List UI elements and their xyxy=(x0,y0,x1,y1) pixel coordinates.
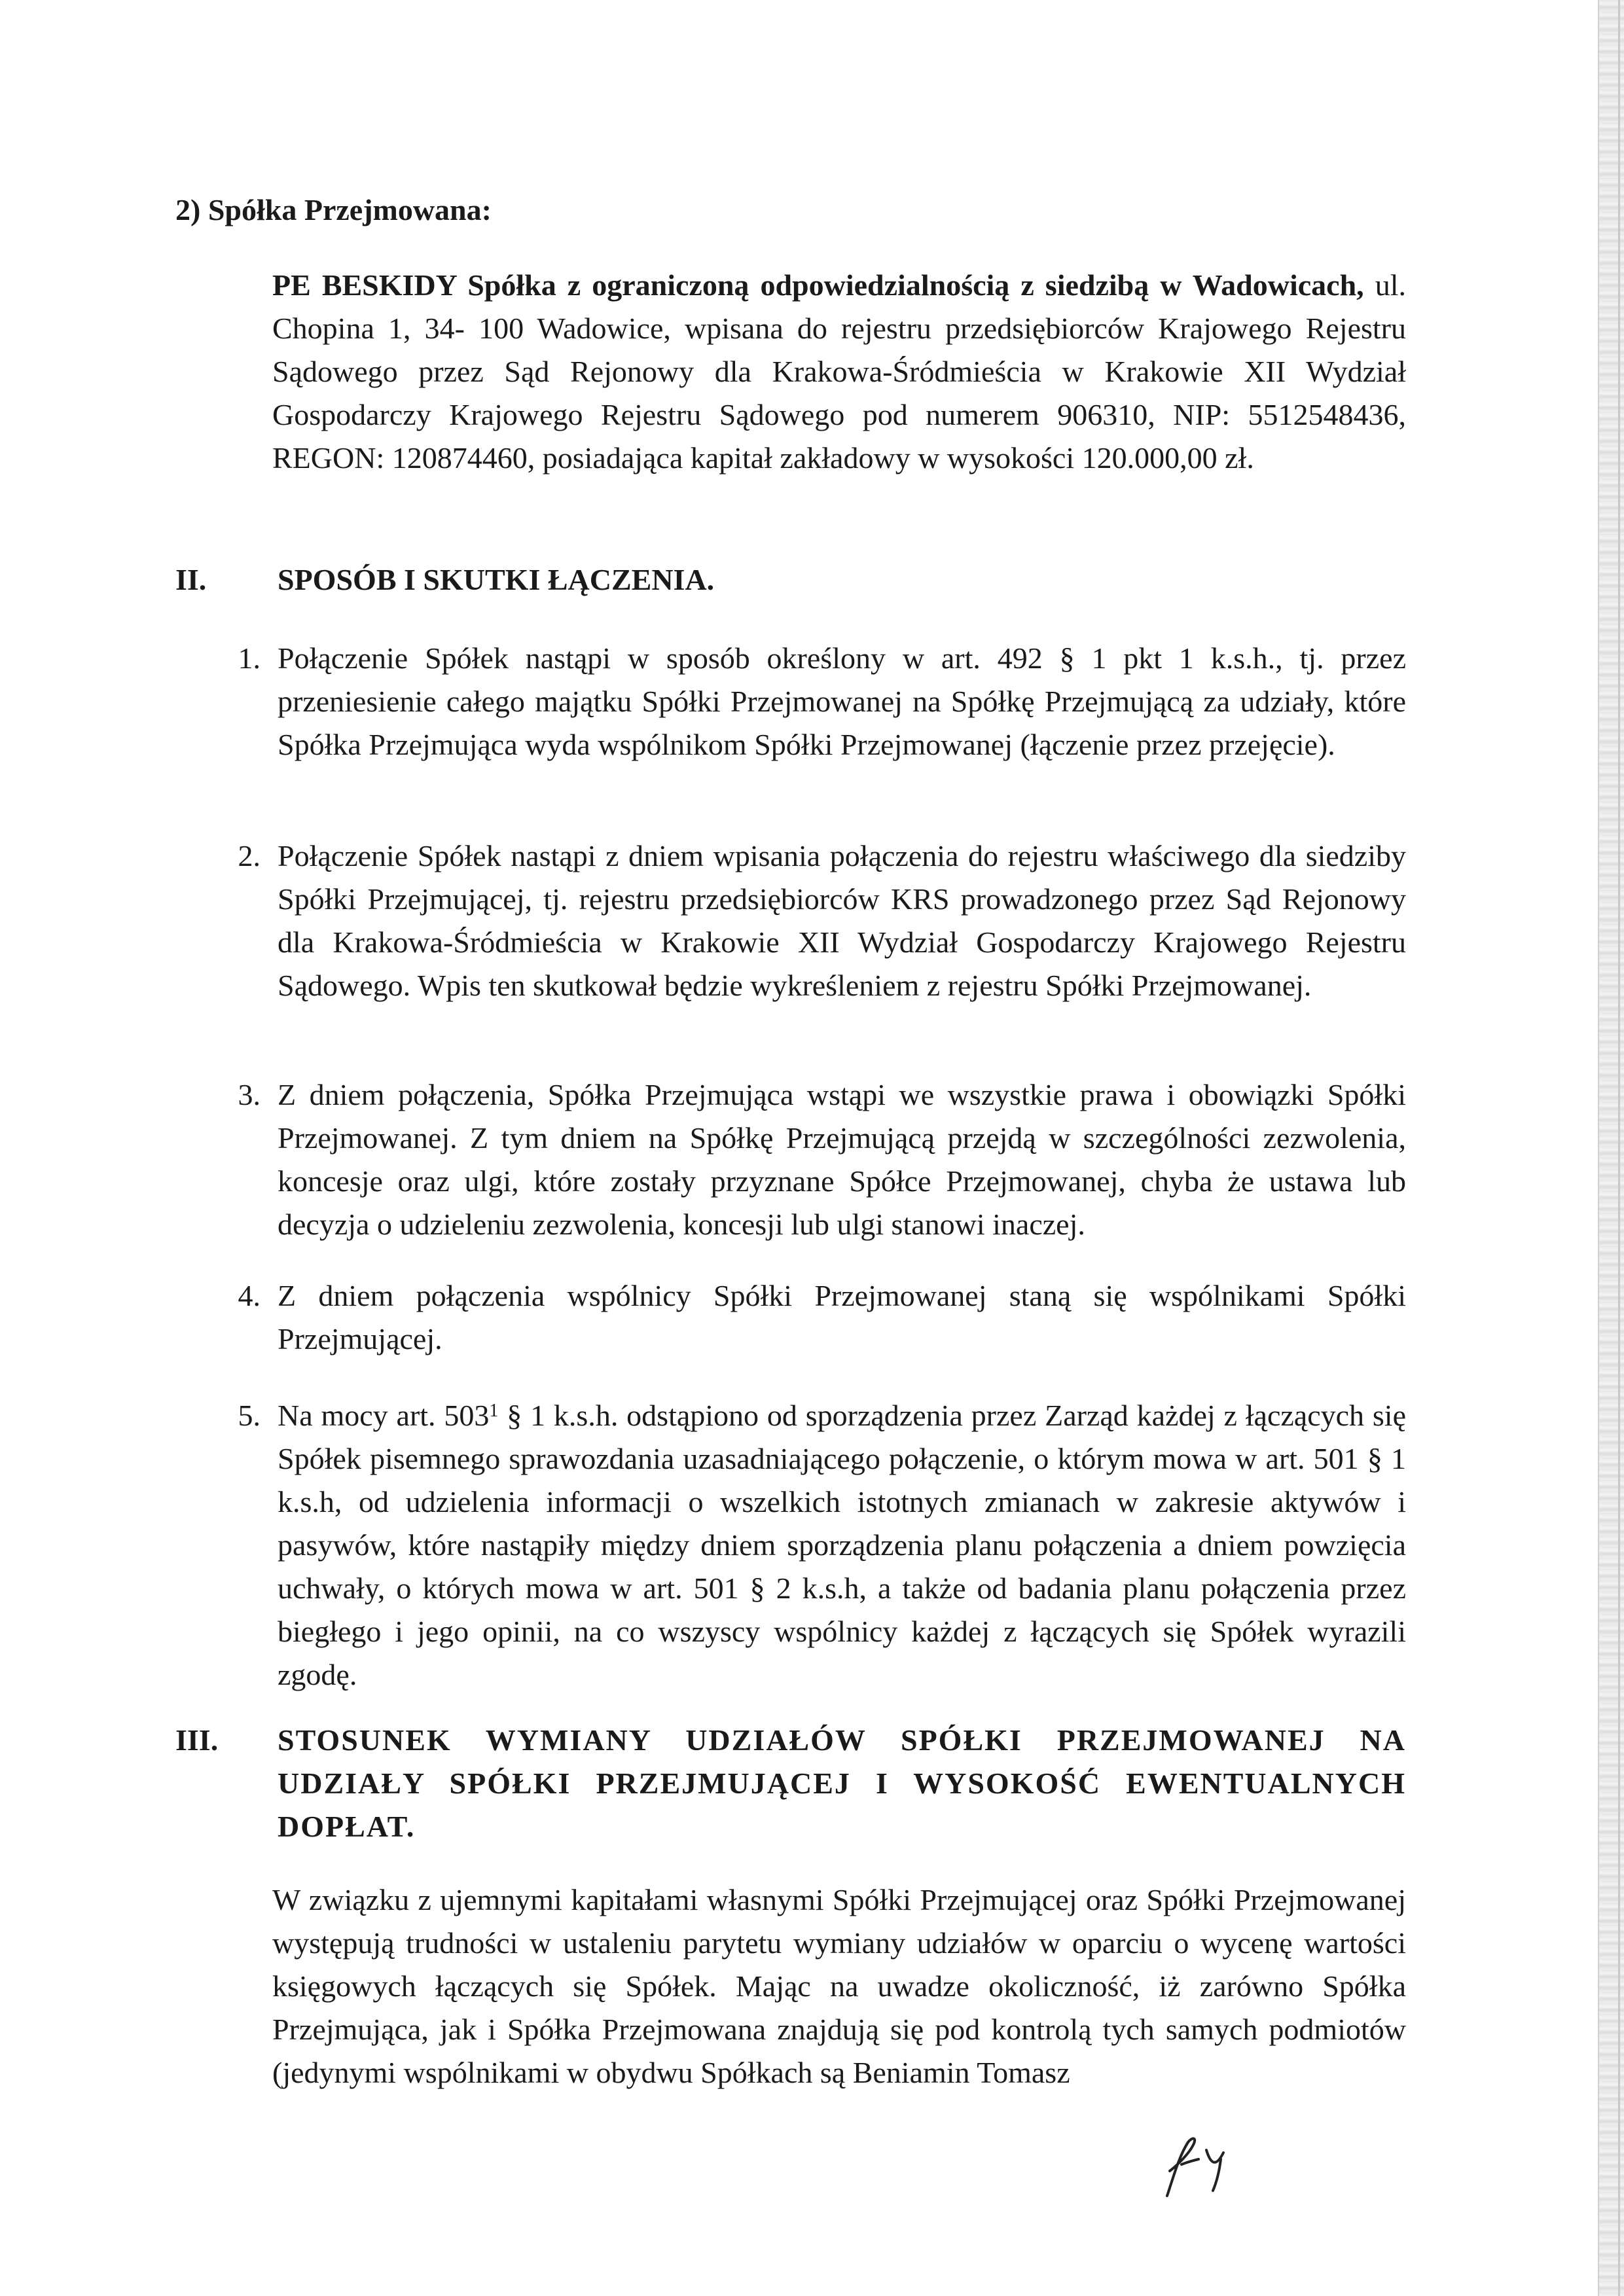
section-2-label: 2) Spółka Przejmowana: xyxy=(175,193,492,226)
item-2-number: 2. xyxy=(238,839,261,872)
company-details: ul. Chopina 1, 34- 100 Wadowice, wpisana do rejestru przedsiębiorców Krajowego Rejestru Sądowego przez Sąd Rejonowy dla Krakowa-Śródmieścia w Krakowie XII Wydział Gospodarczy Krajowego Rejestru Sądowego pod numerem 906310, NIP: 5512548436, REGON: 120874460, posiadająca kapitał zakładowy w wysokości 120.000,00 zł. xyxy=(272,268,1407,475)
item-5-text xyxy=(278,1394,1406,1696)
item-5-text-rest: § 1 k.s.h. odstąpiono od sporządzenia przez Zarząd każdej z łączących się Spółek pisemnego sprawozdania uzasadniającego połączenie, o którym mowa w art. 501 § 1 k.s.h, od udzielenia informacji o wszelkich istotnych zmianach w zakresie aktywów i pasywów, które nastąpiły między dniem sporządzenia planu połączenia a dniem powzięcia uchwały, o których mowa w art. 501 § 2 k.s.h, a także od badania planu połączenia przez biegłego i jego opinii, na co wszyscy wspólnicy każdej z łączących się Spółek wyrazili zgodę. xyxy=(278,1399,1406,1691)
signature-initials xyxy=(1155,2130,1247,2202)
item-5-text-start: Na mocy art. 503 xyxy=(278,1399,490,1432)
item-4-text: Z dniem połączenia wspólnicy Spółki Przejmowanej staną się wspólnikami Spółki Przejmującej. xyxy=(278,1279,1406,1355)
scan-line xyxy=(1618,0,1620,2296)
item-3-number: 3. xyxy=(238,1078,261,1111)
scan-edge xyxy=(1598,0,1624,2296)
superscript: 1 xyxy=(489,1401,499,1421)
item-3-text: Z dniem połączenia, Spółka Przejmująca wstąpi we wszystkie prawa i obowiązki Spółki Przejmowanej. Z tym dniem na Spółkę Przejmującą przejdą w szczególności zezwolenia, koncesje oraz ulgi, które zostały przyznane Spółce Przejmowanej, chyba że ustawa lub decyzja o udzieleniu zezwolenia, koncesji lub ulgi stanowi inaczej. xyxy=(278,1078,1406,1241)
item-1-number: 1. xyxy=(238,641,261,675)
item-4-number: 4. xyxy=(238,1279,261,1312)
section-II-title: SPOSÓB I SKUTKI ŁĄCZENIA. xyxy=(278,563,715,596)
item-1-text: Połączenie Spółek nastąpi w sposób określony w art. 492 § 1 pkt 1 k.s.h., tj. przez przeniesienie całego majątku Spółki Przejmowanej na Spółkę Przejmującą za udziały, które Spółka Przejmująca wyda wspólnikom Spółki Przejmowanej (łączenie przez przejęcie). xyxy=(278,641,1406,761)
section-III-numeral: III. xyxy=(175,1723,219,1757)
section-III-title: STOSUNEK WYMIANY UDZIAŁÓW SPÓŁKI PRZEJMOWANEJ NA UDZIAŁY SPÓŁKI PRZEJMUJĄCEJ I WYSOKOŚĆ EWENTUALNYCH DOPŁAT. xyxy=(278,1723,1406,1843)
section-II-numeral: II. xyxy=(175,563,207,596)
section-2-company xyxy=(272,264,1406,480)
section-III-paragraph: W związku z ujemnymi kapitałami własnymi Spółki Przejmującej oraz Spółki Przejmowanej występują trudności w ustaleniu parytetu wymiany udziałów w oparciu o wycenę wartości księgowych łączących się Spółek. Mając na uwadze okoliczność, iż zarówno Spółka Przejmująca, jak i Spółka Przejmowana znajdują się pod kontrolą tych samych podmiotów (jedynymi wspólnikami w obydwu Spółkach są Beniamin Tomasz xyxy=(272,1883,1406,2089)
item-2-text: Połączenie Spółek nastąpi z dniem wpisania połączenia do rejestru właściwego dla siedziby Spółki Przejmującej, tj. rejestru przedsiębiorców KRS prowadzonego przez Sąd Rejonowy dla Krakowa-Śródmieścia w Krakowie XII Wydział Gospodarczy Krajowego Rejestru Sądowego. Wpis ten skutkował będzie wykreśleniem z rejestru Spółki Przejmowanej. xyxy=(278,839,1406,1002)
item-5-number: 5. xyxy=(238,1399,261,1432)
company-name: PE BESKIDY Spółka z ograniczoną odpowiedzialnością z siedzibą w Wadowicach, xyxy=(272,268,1364,302)
